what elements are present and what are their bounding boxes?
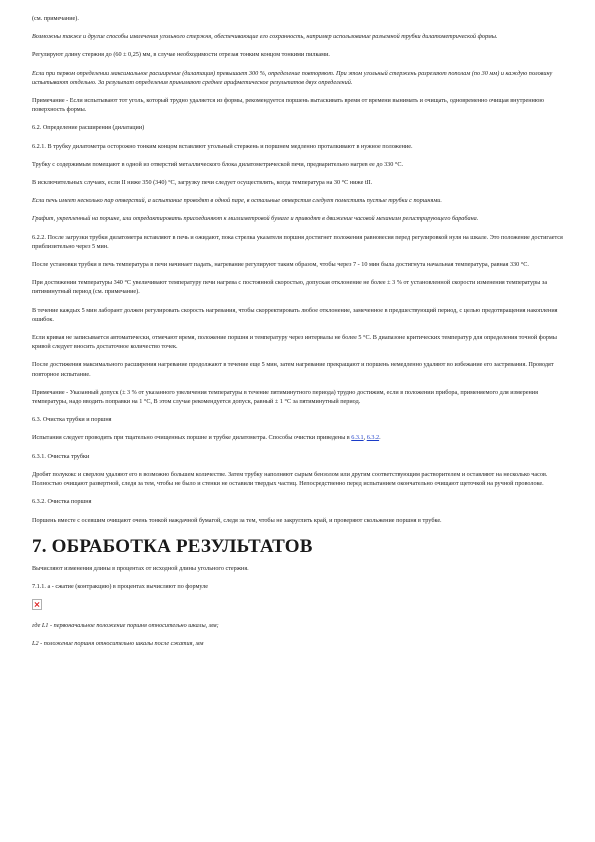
heading-7-results: 7. ОБРАБОТКА РЕЗУЛЬТАТОВ bbox=[32, 535, 313, 557]
cleaning-intro-suffix: . bbox=[379, 434, 381, 442]
link-6-3-1[interactable]: 6.3.1 bbox=[351, 434, 364, 442]
heading-6-3-1: 6.3.1. Очистка трубки bbox=[32, 452, 90, 460]
paragraph-7-1-1 bbox=[32, 582, 565, 591]
text-see-note: (см. примечание). bbox=[32, 15, 79, 22]
paragraph-exceptional-cases: В исключительных случаях, если II ниже 350 (340) °С, загрузку печи следует осуществлять, когда температура на 30 °С ниже tII. bbox=[32, 179, 373, 187]
paragraph-during-5min: В течение каждых 5 мин лаборант должен регулировать скорость нагревания, чтобы скорректировать любое отклонение, замеченное в предшествующий период, с целью предотвращения накопления ошибок. bbox=[32, 306, 558, 323]
paragraph-first-determination: Если при первом определении максимальное расширение (дилатация) превышает 300 %, определение повторяют. При этом угольный стержень разрезают пополам (по 30 мм) и каждую половину испытывают отдельно. За результат определения принимают среднее арифметическое результатов двух определений. bbox=[32, 69, 553, 86]
heading-6-2: 6.2. Определение расширения (дилатации) bbox=[32, 124, 145, 132]
paragraph-6-2-2: 6.2.2. После загрузки трубки дилатометра вставляют в печь и ожидают, пока стрелка указателя поршня достигнет положения равновесия перед регулировкой нуля на шкале. Это положение достигается приблизительно через 5 мин. bbox=[32, 233, 563, 250]
broken-image-icon bbox=[32, 599, 42, 610]
link-separator: , bbox=[363, 434, 367, 442]
paragraph-where-L1: где L1 - первоначальное положение поршня относительно шкалы, мм; bbox=[32, 622, 219, 630]
paragraph-reaching-temp: При достижении температуры 340 °С увеличивают температуру печи нагрева с постоянной скоростью, допуская отклонение не более ± 3 % от установленной скорости изменения температуры за пятиминутный период (см. примечание). bbox=[32, 279, 548, 296]
paragraph-L2: L2 - положение поршня относительно шкалы после сжатия, мм bbox=[32, 640, 204, 648]
paragraph-alternative-methods: Возможны также и другие способы извлечения угольного стержня, обеспечивающие его сохранность, например использование разъемной трубки дилатометрической формы. bbox=[32, 33, 498, 41]
paragraph-6-2-1: 6.2.1. В трубку дилатометра осторожно тонким концом вставляют угольный стержень и поршнем медленно проталкивают в нужное положение. bbox=[32, 142, 413, 150]
document-page bbox=[32, 14, 565, 649]
heading-6-3: 6.3. Очистка трубки и поршня bbox=[32, 416, 112, 424]
paragraph-several-holes: Если печь имеет несколько пар отверстий, а испытание проводят в одной паре, в остальные отверстия следует поместить пустые трубки с поршнями. bbox=[32, 197, 442, 205]
paragraph-after-install: После установки трубки в печь температура в печи начинает падать, нагревание регулируют таким образом, чтобы через 7 - 10 мин была достигнута начальная температура, равная 330 °С. bbox=[32, 261, 529, 269]
paragraph-tolerance-note: Примечание - Указанный допуск (± 3 % от указанного увеличения температуры в течение пятиминутного периода) трудно достижим, если в положении прибора, применяемого для измерения температуры, надо вводить поправки на 1 °С, В этом случае рекомендуется допуск, равный ± 1 °С за пятиминутный период. bbox=[32, 388, 538, 406]
cleaning-intro-text: Испытания следует проводить при тщательно очищенных поршне и трубке дилатометра. Способы очистки приведены в bbox=[32, 434, 352, 442]
paragraph-tube-placement: Трубку с содержимым помещают в одной из отверстий металлического блока дилатометрической печи, предварительно нагрев ее до 330 °С. bbox=[32, 160, 404, 168]
paragraph-6-3-1: Дробят полукокс и сверлом удаляют его в возможно большем количестве. Затем трубку наполняют сырым бензолом или другим соответствующим растворителем и оставляют на несколько часов. Полностью очищают развертной, следя за тем, чтобы не было и стенки не оставили твердых частиц. Непосредственно перед испытанием окончательно очищают щеточкой на ручной проволоке. bbox=[32, 470, 548, 488]
paragraph-graphite: Графит, укрепленный на поршне, или отредактировать присоединяют к миллиметровой бумаге и приводят в движение часовой механизм регистрирующего барабана. bbox=[32, 215, 479, 223]
paragraph-length-adjust: Регулируют длину стержня до (60 ± 0,25) мм, в случае необходимости отрезая тонким концом тонкими пилками. bbox=[32, 51, 330, 59]
heading-6-3-2: 6.3.2. Очистка поршня bbox=[32, 498, 92, 506]
formula-image bbox=[32, 591, 565, 615]
paragraph-max-expansion: После достижения максимального расширения нагревание продолжают в течение еще 5 мин, затем нагревание прекращают и поршень немедленно удаляют во избежание его застревания. Проводят повторное испытание. bbox=[32, 361, 554, 378]
paragraph-6-3-2: Поршень вместе с осевшим очищают очень тонкой наждачной бумагой, следя за тем, чтобы не закруглить край, и проверяют скольжение поршня в трубке. bbox=[32, 516, 442, 524]
paragraph-note-cleaning: Примечание - Если испытывают тот уголь, который трудно удаляется из формы, рекомендуется поршень вытаскивать время от времени вынимать и очищать, одновременно очищая внутреннюю поверхность формы. bbox=[32, 97, 545, 114]
paragraph-curve-recording: Если кривая не записывается автоматически, отмечают время, положение поршня и температуру через интервалы не более 5 °С. В диапазоне критических температур для определения точной формы кривой следует вносить достаточное количество точек. bbox=[32, 334, 557, 351]
formula-intro: 7.1.1. a - сжатие (контракцию) в процентах вычисляют по формуле bbox=[32, 582, 209, 590]
link-6-3-2[interactable]: 6.3.2 bbox=[366, 434, 380, 442]
paragraph-7-intro: Вычисляют изменения длины в процентах от исходной длины угольного стержня. bbox=[32, 564, 249, 572]
paragraph-cleaning-intro bbox=[32, 433, 565, 442]
